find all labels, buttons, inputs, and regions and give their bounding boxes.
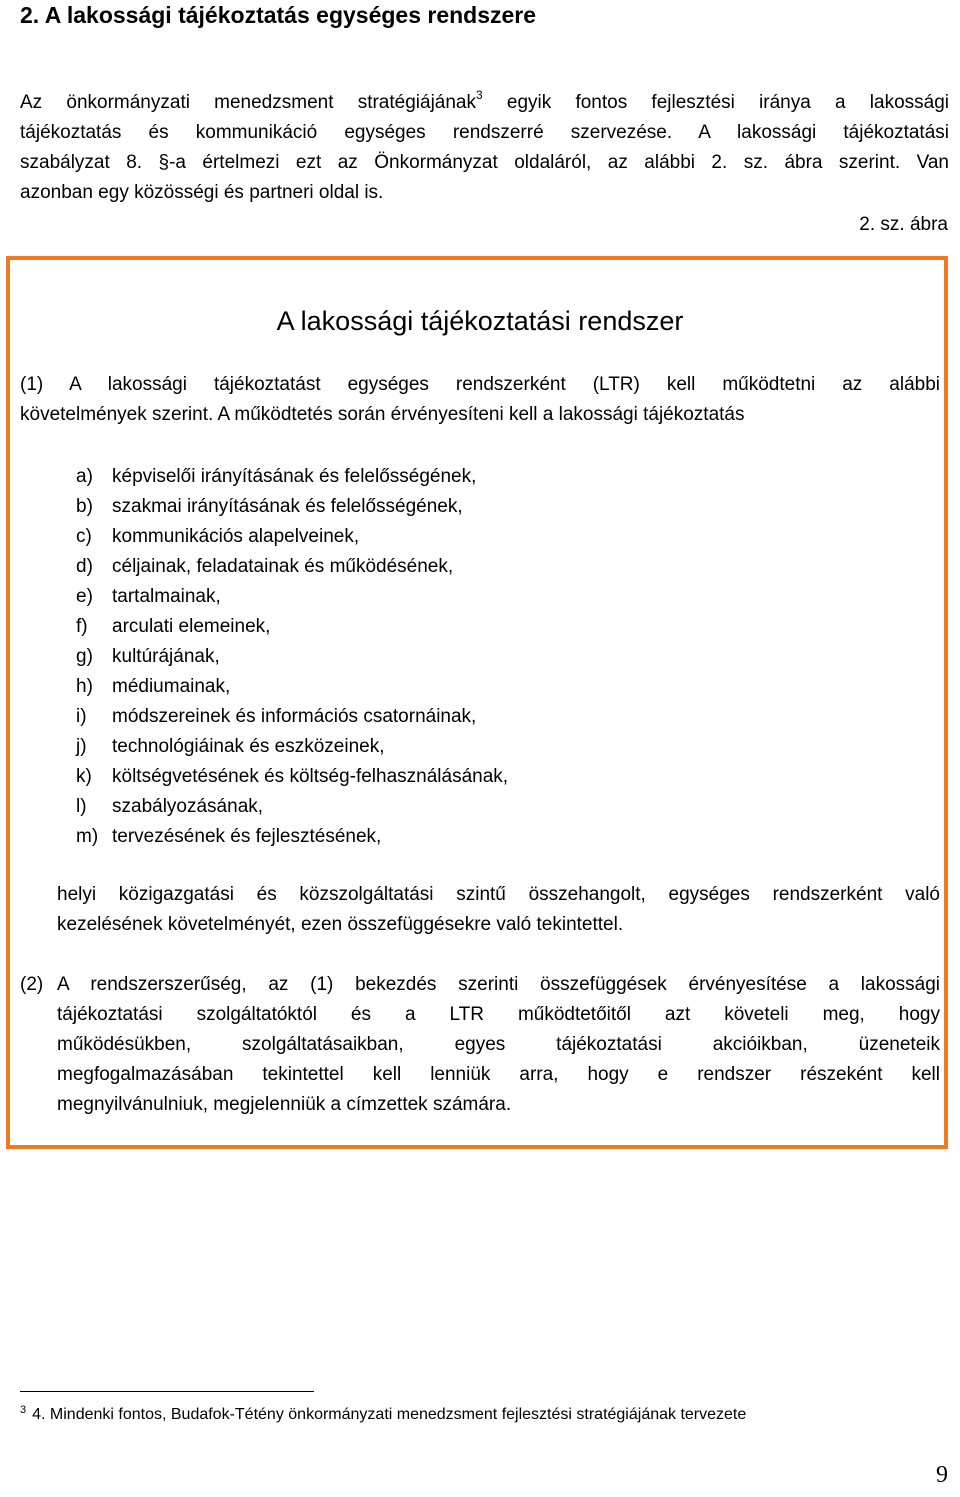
list-item: e) tartalmainak,: [76, 586, 221, 607]
box-paragraph-1: [20, 370, 940, 430]
list-item: f) arculati elemeinek,: [76, 616, 271, 637]
page-number: 9: [936, 1462, 948, 1488]
footnote-reference[interactable]: 3: [476, 88, 483, 102]
list-item: g) kultúrájának,: [76, 646, 220, 667]
requirements-list: [76, 462, 776, 852]
list-item: i) módszereinek és információs csatornáinak,: [76, 706, 477, 727]
list-item: l) szabályozásának,: [76, 796, 264, 817]
paragraph-2-line-2: tájékoztatási szolgáltatóktól és a LTR működtetőitől azt követeli meg, hogy: [57, 1004, 940, 1025]
intro-line-1: Az önkormányzati menedzsment stratégiájának$^3$ egyik fontos fejlesztési iránya a lakossági: [20, 88, 950, 113]
intro-line-4: azonban egy közösségi és partneri oldal is.: [20, 182, 384, 203]
section-heading: 2. A lakossági tájékoztatás egységes rendszere: [20, 2, 537, 28]
intro-line-3: szabályzat 8. §-a értelmezi ezt az Önkormányzat oldaláról, az alábbi 2. sz. ábra szerint. Van: [20, 152, 949, 173]
paragraph-2-line-3: működésükben, szolgáltatásaikban, egyes tájékoztatási akcióikban, üzeneteik: [57, 1034, 940, 1055]
paragraph-2-line-4: megfogalmazásában tekintettel kell lenniük arra, hogy e rendszer részeként kell: [57, 1064, 940, 1085]
list-item: j) technológiáinak és eszközeinek,: [76, 736, 385, 757]
list-item: a) képviselői irányításának és felelősségének,: [76, 466, 477, 487]
paragraph-1-line-2: követelmények szerint. A működtetés során érvényesíteni kell a lakossági tájékoztatás: [20, 404, 745, 425]
list-item: c) kommunikációs alapelveinek,: [76, 526, 360, 547]
list-item: b) szakmai irányításának és felelősségének,: [76, 496, 463, 517]
paragraph-2-line-1: A rendszerszerűség, az (1) bekezdés szerinti összefüggések érvényesítése a lakossági: [57, 974, 940, 995]
list-item: m) tervezésének és fejlesztésének,: [76, 826, 382, 847]
intro-line-2: tájékoztatás és kommunikáció egységes rendszerré szervezése. A lakossági tájékoztatási: [20, 122, 949, 143]
figure-caption: 2. sz. ábra: [859, 214, 948, 235]
footnote-text: 4. Mindenki fontos, Budafok-Tétény önkormányzati menedzsment fejlesztési stratégiájának tervezete: [32, 1406, 747, 1423]
after-list-line-2: kezelésének követelményét, ezen összefüggésekre való tekintettel.: [57, 914, 624, 935]
paragraph-2-number: (2): [20, 974, 44, 995]
list-item: h) médiumainak,: [76, 676, 231, 697]
after-list-paragraph: [57, 880, 940, 940]
after-list-line-1: helyi közigazgatási és közszolgáltatási szintű összehangolt, egységes rendszerként való: [57, 884, 940, 905]
footnote-separator: [20, 1391, 314, 1392]
intro-paragraph: [20, 88, 949, 208]
list-item: d) céljainak, feladatainak és működésének,: [76, 556, 454, 577]
paragraph-2-line-5: megnyilvánulniuk, megjelenniük a címzettek számára.: [57, 1094, 512, 1115]
footnote: [20, 1403, 746, 1427]
box-title: A lakossági tájékoztatási rendszer: [276, 306, 684, 336]
paragraph-1-line-1: (1) A lakossági tájékoztatást egységes rendszerként (LTR) kell működtetni az alábbi: [20, 374, 940, 395]
footnote-number: 3: [20, 1404, 27, 1416]
list-item: k) költségvetésének és költség-felhasználásának,: [76, 766, 509, 787]
